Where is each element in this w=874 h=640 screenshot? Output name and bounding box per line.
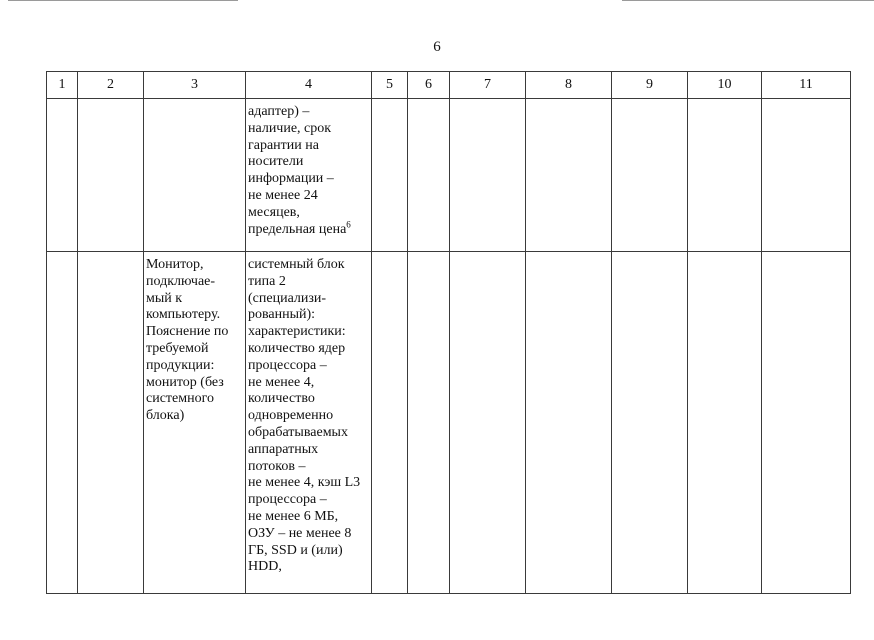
column-header: 3 [144, 72, 246, 99]
table-cell [688, 252, 762, 594]
table-cell [408, 99, 450, 252]
scan-edge-left [8, 0, 238, 1]
table-cell [408, 252, 450, 594]
spec-table [46, 71, 851, 594]
table-cell [526, 252, 612, 594]
column-header: 5 [372, 72, 408, 99]
column-header: 7 [450, 72, 526, 99]
column-header: 1 [47, 72, 78, 99]
table-cell [612, 252, 688, 594]
table-cell [612, 99, 688, 252]
table-cell [526, 99, 612, 252]
table-cell [144, 99, 246, 252]
footnote-marker: 6 [346, 218, 351, 229]
characteristics-cell: системный блок типа 2 (специализи- рованный): характеристики: количество ядер процессора – не менее 4, количество одновременно обрабатываемых аппаратных потоков – не менее 4, кэш L3 процессора – не менее 6 МБ, ОЗУ – не менее 8 ГБ, SSD и (или) HDD, [248, 257, 361, 575]
column-header: 2 [78, 72, 144, 99]
table-cell [78, 252, 144, 594]
table-row [47, 99, 851, 252]
table-cell [47, 99, 78, 252]
table-cell [762, 252, 851, 594]
table-cell [144, 252, 246, 594]
product-name-cell [144, 99, 245, 104]
table-cell [450, 99, 526, 252]
product-name-cell: Монитор, подключае- мый к компьютеру. Пояснение по требуемой продукции: монитор (без системного блока) [146, 257, 229, 424]
column-header: 4 [246, 72, 372, 99]
table-cell [762, 99, 851, 252]
column-header: 9 [612, 72, 688, 99]
column-header: 6 [408, 72, 450, 99]
table-header-row [47, 72, 851, 99]
table-row [47, 252, 851, 594]
column-header: 10 [688, 72, 762, 99]
table-cell [246, 252, 372, 594]
table-cell [372, 99, 408, 252]
table-cell [450, 252, 526, 594]
characteristics-cell [246, 99, 371, 238]
table-cell [372, 252, 408, 594]
table-cell [688, 99, 762, 252]
table-cell [246, 99, 372, 252]
table-cell [47, 252, 78, 594]
column-header: 11 [762, 72, 851, 99]
scan-edge-right [622, 0, 874, 1]
table-cell [78, 99, 144, 252]
characteristics-text: адаптер) – наличие, срок гарантии на носители информации – не менее 24 месяцев, предельная цена [248, 104, 347, 237]
page-number: 6 [433, 39, 441, 55]
column-header: 8 [526, 72, 612, 99]
